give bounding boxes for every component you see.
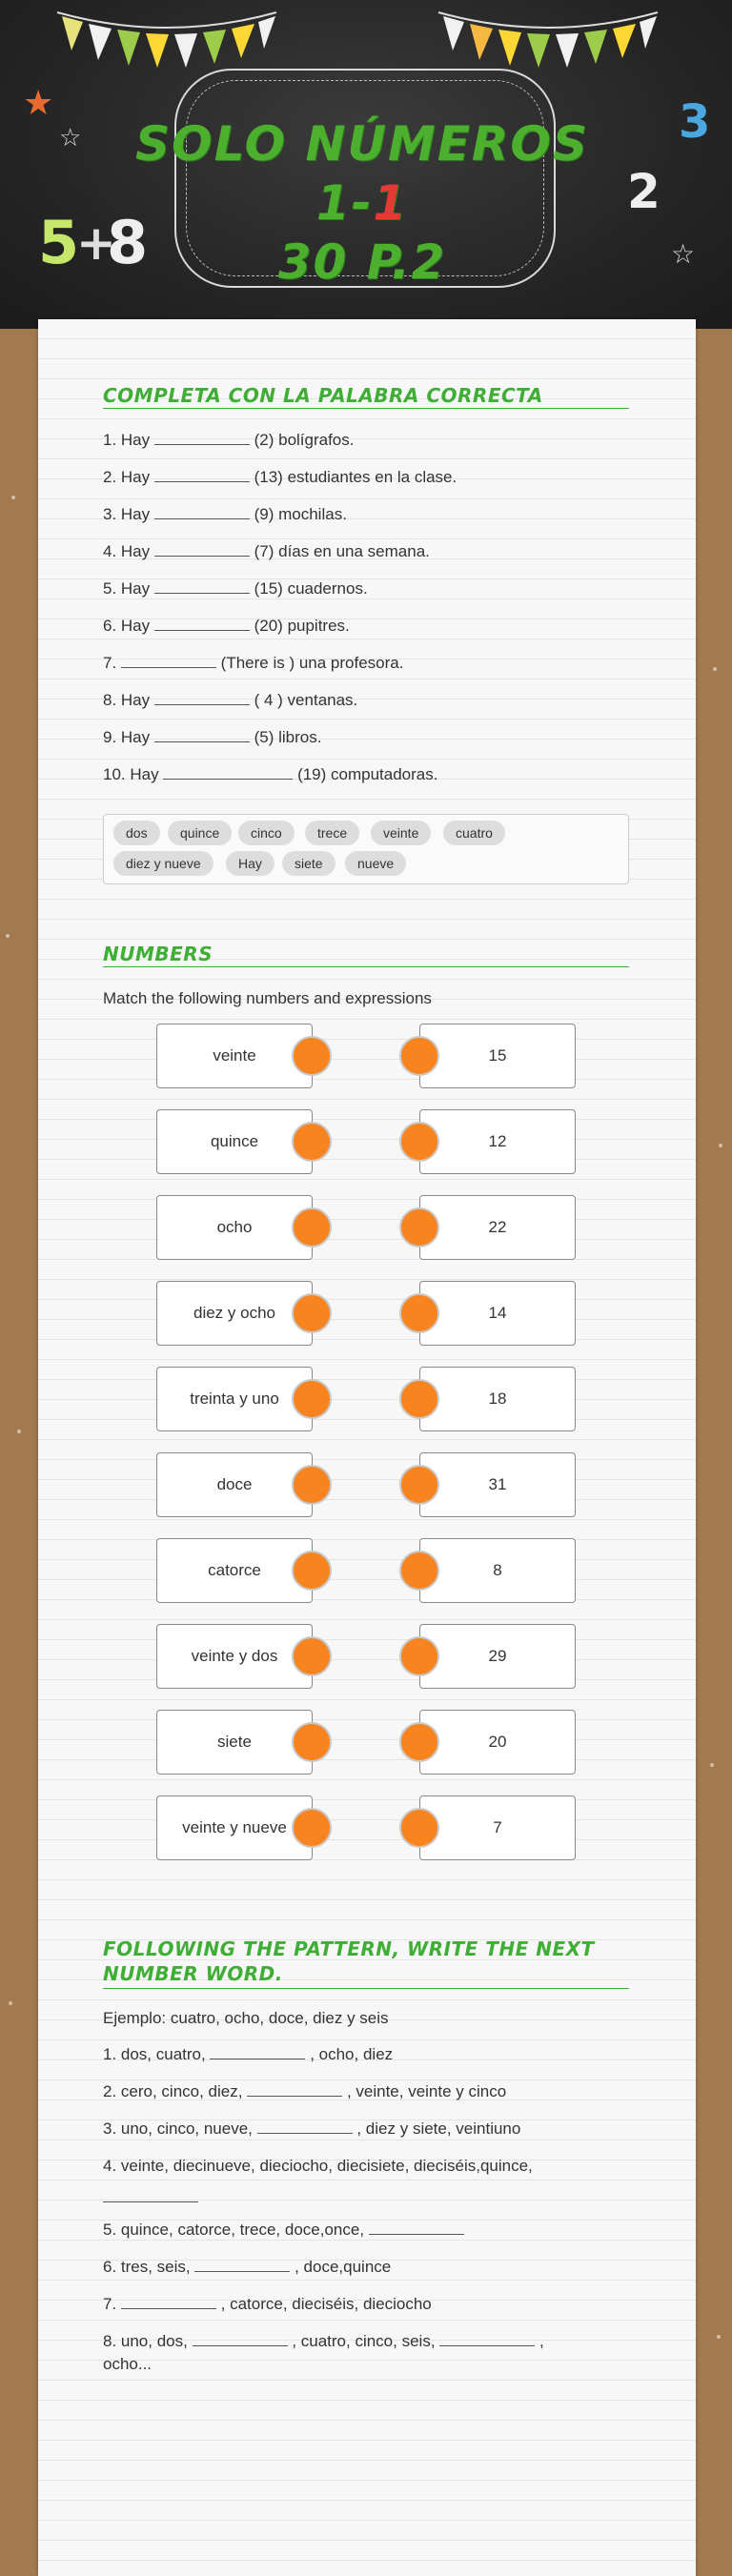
item-number: 7. bbox=[103, 654, 117, 672]
match-right-item[interactable]: 29 bbox=[419, 1624, 576, 1689]
answer-blank[interactable] bbox=[193, 2332, 288, 2346]
item-number: 3. Hay bbox=[103, 505, 151, 523]
match-connector-right[interactable] bbox=[399, 1122, 439, 1162]
page-title bbox=[114, 114, 610, 292]
match-left-item[interactable]: veinte y nueve bbox=[156, 1795, 313, 1860]
match-right-item[interactable]: 20 bbox=[419, 1710, 576, 1775]
star-outline-icon: ☆ bbox=[59, 124, 82, 152]
pattern-text: , diez y siete, veintiuno bbox=[356, 2120, 521, 2138]
match-right-item[interactable]: 12 bbox=[419, 1109, 576, 1174]
pattern-item-6 bbox=[103, 2258, 391, 2277]
answer-blank[interactable] bbox=[154, 728, 250, 742]
match-left-item[interactable]: catorce bbox=[156, 1538, 313, 1603]
match-connector-left[interactable] bbox=[292, 1379, 332, 1419]
deco-digit-2: 2 bbox=[627, 164, 661, 219]
answer-blank[interactable] bbox=[103, 2188, 198, 2202]
match-left-item[interactable]: treinta y uno bbox=[156, 1367, 313, 1431]
pattern-text: 6. tres, seis, bbox=[103, 2258, 191, 2276]
match-connector-left[interactable] bbox=[292, 1722, 332, 1762]
item-text: (20) pupitres. bbox=[254, 617, 350, 635]
fill-item-3 bbox=[103, 505, 347, 524]
match-right-item[interactable]: 31 bbox=[419, 1452, 576, 1517]
item-number: 8. Hay bbox=[103, 691, 151, 709]
pattern-item-8 bbox=[103, 2332, 544, 2351]
section-title-numbers: NUMBERS bbox=[103, 943, 629, 967]
item-text: (9) mochilas. bbox=[254, 505, 347, 523]
answer-blank[interactable] bbox=[194, 2258, 290, 2272]
pattern-item-4 bbox=[103, 2157, 533, 2176]
match-connector-right[interactable] bbox=[399, 1551, 439, 1591]
fill-item-9 bbox=[103, 728, 321, 747]
word-chip[interactable]: diez y nueve bbox=[113, 851, 214, 876]
match-connector-left[interactable] bbox=[292, 1636, 332, 1676]
pattern-text: 1. dos, cuatro, bbox=[103, 2045, 206, 2063]
item-text: (There is ) una profesora. bbox=[220, 654, 404, 672]
pattern-text: , ocho, diez bbox=[310, 2045, 394, 2063]
word-bank bbox=[103, 814, 629, 884]
item-text: ( 4 ) ventanas. bbox=[254, 691, 358, 709]
match-connector-right[interactable] bbox=[399, 1379, 439, 1419]
match-connector-left[interactable] bbox=[292, 1808, 332, 1848]
item-number: 9. Hay bbox=[103, 728, 151, 746]
item-text: (7) días en una semana. bbox=[254, 542, 430, 560]
pattern-item-5 bbox=[103, 2221, 464, 2240]
pattern-text: 8. uno, dos, bbox=[103, 2332, 188, 2350]
answer-blank[interactable] bbox=[369, 2221, 464, 2235]
pattern-item-7 bbox=[103, 2295, 432, 2314]
title-text: SOLO NÚMEROS 1- bbox=[135, 116, 589, 231]
answer-blank[interactable] bbox=[154, 691, 250, 705]
match-right-item[interactable]: 7 bbox=[419, 1795, 576, 1860]
answer-blank[interactable] bbox=[163, 765, 293, 780]
word-chip[interactable]: cinco bbox=[238, 821, 295, 845]
answer-blank[interactable] bbox=[121, 2295, 216, 2309]
answer-blank[interactable] bbox=[247, 2082, 342, 2097]
match-connector-right[interactable] bbox=[399, 1036, 439, 1076]
word-chip[interactable]: trece bbox=[305, 821, 359, 845]
section-title-complete: COMPLETA CON LA PALABRA CORRECTA bbox=[103, 385, 629, 409]
fill-item-10 bbox=[103, 765, 437, 784]
match-left-item[interactable]: veinte y dos bbox=[156, 1624, 313, 1689]
pattern-text: 3. uno, cinco, nueve, bbox=[103, 2120, 253, 2138]
word-chip[interactable]: quince bbox=[168, 821, 232, 845]
fill-item-5 bbox=[103, 579, 368, 598]
section-title-pattern: FOLLOWING THE PATTERN, WRITE THE NEXT NUMBER WORD. bbox=[103, 1937, 629, 1989]
match-left-item[interactable]: veinte bbox=[156, 1024, 313, 1088]
match-connector-left[interactable] bbox=[292, 1036, 332, 1076]
fill-item-6 bbox=[103, 617, 350, 636]
pattern-item-2 bbox=[103, 2082, 506, 2101]
pattern-text: 5. quince, catorce, trece, doce,once, bbox=[103, 2221, 365, 2239]
item-number: 5. Hay bbox=[103, 579, 151, 598]
match-connector-left[interactable] bbox=[292, 1207, 332, 1247]
word-chip[interactable]: veinte bbox=[371, 821, 431, 845]
item-text: (19) computadoras. bbox=[297, 765, 438, 783]
chalkboard-header bbox=[0, 0, 732, 329]
match-connector-left[interactable] bbox=[292, 1551, 332, 1591]
answer-blank[interactable] bbox=[439, 2332, 535, 2346]
match-left-item[interactable]: siete bbox=[156, 1710, 313, 1775]
match-connector-left[interactable] bbox=[292, 1465, 332, 1505]
match-connector-left[interactable] bbox=[292, 1293, 332, 1333]
pattern-text: , catorce, dieciséis, dieciocho bbox=[220, 2295, 432, 2313]
match-right-item[interactable]: 14 bbox=[419, 1281, 576, 1346]
match-right-item[interactable]: 22 bbox=[419, 1195, 576, 1260]
pattern-text: , cuatro, cinco, seis, bbox=[292, 2332, 436, 2350]
match-instruction: Match the following numbers and expressions bbox=[103, 989, 432, 1007]
item-text: (13) estudiantes en la clase. bbox=[254, 468, 458, 486]
match-right-item[interactable]: 8 bbox=[419, 1538, 576, 1603]
match-left-item[interactable]: doce bbox=[156, 1452, 313, 1517]
deco-plus: + bbox=[76, 215, 116, 271]
pattern-item-1 bbox=[103, 2045, 393, 2064]
fill-item-7 bbox=[103, 654, 403, 673]
match-left-item[interactable]: diez y ocho bbox=[156, 1281, 313, 1346]
fill-item-4 bbox=[103, 542, 430, 561]
answer-blank[interactable] bbox=[154, 468, 250, 482]
item-number: 4. Hay bbox=[103, 542, 151, 560]
answer-blank[interactable] bbox=[154, 505, 250, 519]
match-connector-right[interactable] bbox=[399, 1808, 439, 1848]
pattern-text: , veinte, veinte y cinco bbox=[346, 2082, 507, 2100]
deco-digit-8: 8 bbox=[107, 208, 149, 277]
pattern-text: 7. bbox=[103, 2295, 117, 2313]
star-icon: ★ bbox=[23, 84, 54, 123]
match-left-item[interactable]: quince bbox=[156, 1109, 313, 1174]
answer-blank[interactable] bbox=[154, 617, 250, 631]
deco-digit-5: 5 bbox=[38, 208, 80, 277]
item-number: 10. Hay bbox=[103, 765, 159, 783]
item-text: (2) bolígrafos. bbox=[254, 431, 355, 449]
word-chip[interactable]: Hay bbox=[226, 851, 274, 876]
match-right-item[interactable]: 15 bbox=[419, 1024, 576, 1088]
title-line2: 30 P.2 bbox=[277, 234, 447, 290]
answer-blank[interactable] bbox=[121, 654, 216, 668]
match-connector-right[interactable] bbox=[399, 1207, 439, 1247]
pattern-item-8-cont: ocho... bbox=[103, 2355, 152, 2373]
item-text: (5) libros. bbox=[254, 728, 322, 746]
answer-blank[interactable] bbox=[154, 579, 250, 594]
match-connector-right[interactable] bbox=[399, 1293, 439, 1333]
word-chip[interactable]: nueve bbox=[345, 851, 406, 876]
match-connector-right[interactable] bbox=[399, 1636, 439, 1676]
item-text: (15) cuadernos. bbox=[254, 579, 368, 598]
item-number: 6. Hay bbox=[103, 617, 151, 635]
deco-digit-3: 3 bbox=[679, 95, 711, 149]
fill-item-1 bbox=[103, 431, 355, 450]
pattern-text: , bbox=[539, 2332, 544, 2350]
match-connector-left[interactable] bbox=[292, 1122, 332, 1162]
match-connector-right[interactable] bbox=[399, 1722, 439, 1762]
pattern-item-3 bbox=[103, 2120, 520, 2139]
pattern-text: 2. cero, cinco, diez, bbox=[103, 2082, 243, 2100]
star-outline-icon: ☆ bbox=[671, 238, 696, 270]
answer-blank[interactable] bbox=[154, 431, 250, 445]
item-number: 2. Hay bbox=[103, 468, 151, 486]
match-connector-right[interactable] bbox=[399, 1465, 439, 1505]
answer-blank[interactable] bbox=[210, 2045, 305, 2059]
title-red-digit: 1 bbox=[373, 175, 409, 231]
match-left-item[interactable]: ocho bbox=[156, 1195, 313, 1260]
pattern-item-4-blank bbox=[103, 2188, 198, 2207]
answer-blank[interactable] bbox=[257, 2120, 353, 2134]
match-right-item[interactable]: 18 bbox=[419, 1367, 576, 1431]
answer-blank[interactable] bbox=[154, 542, 250, 557]
word-chip[interactable]: cuatro bbox=[443, 821, 505, 845]
item-number: 1. Hay bbox=[103, 431, 151, 449]
word-chip[interactable]: siete bbox=[282, 851, 336, 876]
pattern-example: Ejemplo: cuatro, ocho, doce, diez y seis bbox=[103, 2009, 389, 2027]
fill-item-8 bbox=[103, 691, 357, 710]
word-chip[interactable]: dos bbox=[113, 821, 160, 845]
fill-item-2 bbox=[103, 468, 457, 487]
pattern-text: , doce,quince bbox=[295, 2258, 392, 2276]
pattern-text: 4. veinte, diecinueve, dieciocho, diecisiete, dieciséis,quince, bbox=[103, 2157, 533, 2175]
